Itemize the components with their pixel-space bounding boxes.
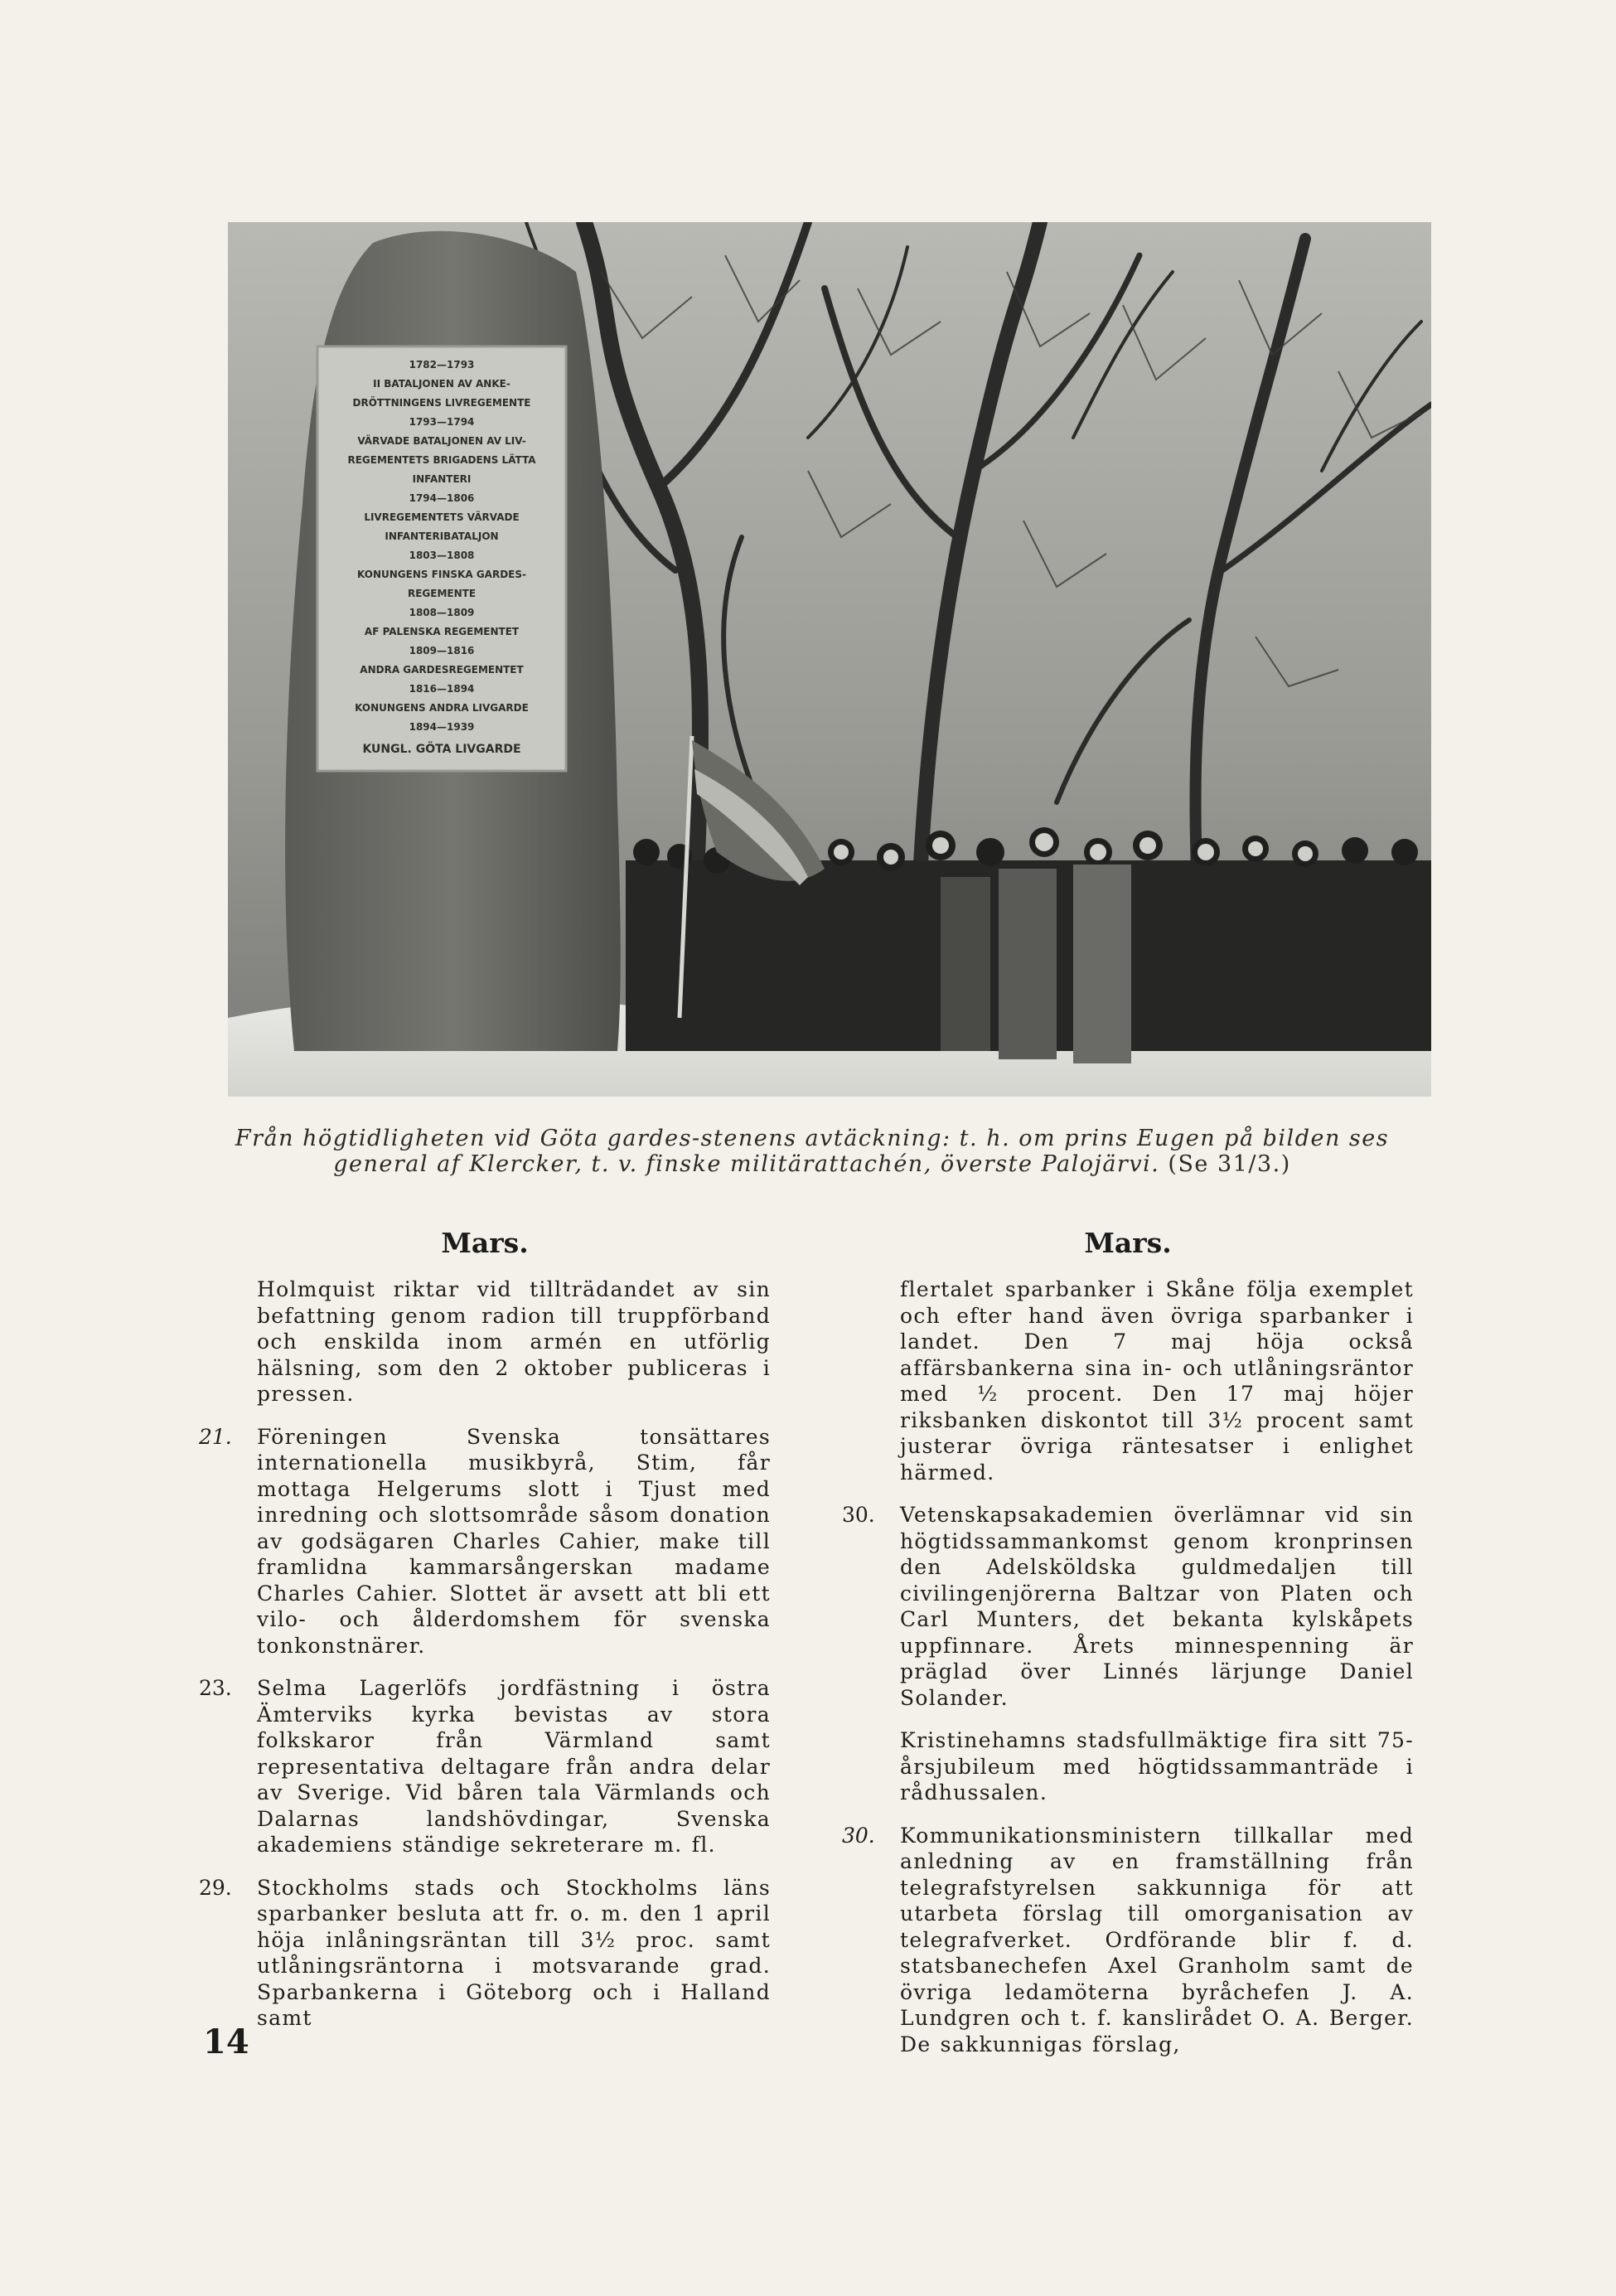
svg-text:DRÖTTNINGENS LIVREGEMENTE: DRÖTTNINGENS LIVREGEMENTE: [352, 397, 531, 409]
entry-day: 29.: [199, 1875, 232, 1900]
chronicle-entry: [842, 1502, 1414, 1711]
entry-day: 30.: [842, 1823, 875, 1848]
svg-text:VÄRVADE BATALJONEN AV LIV-: VÄRVADE BATALJONEN AV LIV-: [357, 435, 526, 447]
entry-text: Selma Lagerlöfs jordfästning i östra Ämterviks kyrka bevistas av stora folkskaror från Värmland samt representativa deltagare från andra delar av Sverige. Vid båren tala Värmlands och Dalarnas landshövdingar, Svenska akademiens ständige sekreterare m. fl.: [257, 1676, 771, 1857]
svg-text:1794—1806: 1794—1806: [409, 492, 475, 504]
svg-text:ANDRA GARDESREGEMENTET: ANDRA GARDESREGEMENTET: [360, 664, 524, 676]
entry-text: Föreningen Svenska tonsättares internationella musikbyrå, Stim, får mottaga Helgerums slott i Tjust med inredning och slottsområde såsom donation av godsägaren Charles Cahier, make till framlidna kammarsångerskan madame Charles Cahier. Slottet är avsett att bli ett vilo- och ålderdomshem för svenska tonkonstnärer.: [257, 1424, 771, 1658]
entry-text: Vetenskapsakademien överlämnar vid sin högtidssammankomst genom kronprinsen den Adelsköldska guldmedaljen till civilingenjörerna Baltzar von Platen och Carl Munters, det bekanta kylskåpets uppfinnare. Årets minnespenning är präglad över Linnés lärjunge Daniel Solander.: [900, 1503, 1414, 1710]
svg-text:1816—1894: 1816—1894: [409, 683, 475, 695]
svg-text:1793—1794: 1793—1794: [409, 416, 475, 428]
photo-caption: [199, 1126, 1425, 1177]
svg-text:REGEMENTETS BRIGADENS LÄTTA: REGEMENTETS BRIGADENS LÄTTA: [347, 454, 536, 466]
svg-text:KUNGL. GÖTA LIVGARDE: KUNGL. GÖTA LIVGARDE: [362, 743, 521, 756]
column-heading: Mars.: [441, 1227, 529, 1259]
entry-text: Holmquist riktar vid tillträdandet av sin befattning genom radion till truppförband och enskilda inom armén en utförlig hälsning, som den 2 oktober publiceras i pressen.: [257, 1277, 771, 1406]
page-number: 14: [203, 2022, 249, 2061]
right-column: [842, 1227, 1414, 2074]
entry-text: Kristinehamns stadsfullmäktige fira sitt 75-årsjubileum med högtidssammanträde i rådhussalen.: [900, 1728, 1414, 1804]
ceremony-photo: [228, 222, 1431, 1097]
chronicle-entry: [842, 1823, 1414, 2058]
chronicle-entry: [842, 1727, 1414, 1806]
left-column: [199, 1227, 771, 2048]
entry-day: 23.: [199, 1676, 232, 1700]
entry-day: 21.: [199, 1424, 232, 1449]
svg-text:II BATALJONEN AV ANKE-: II BATALJONEN AV ANKE-: [373, 378, 510, 390]
caption-text: Från högtidligheten vid Göta gardes-stenens avtäckning: t. h. om prins Eugen på bilden ses general af Klercker, t. v. finske militärattachén, överste Palojärvi.: [235, 1126, 1390, 1177]
svg-text:1894—1939: 1894—1939: [409, 721, 475, 733]
svg-text:INFANTERIBATALJON: INFANTERIBATALJON: [385, 530, 499, 542]
svg-text:REGEMENTE: REGEMENTE: [407, 588, 477, 599]
entry-text: Stockholms stads och Stockholms läns sparbanker besluta att fr. o. m. den 1 april höja inlåningsräntan till 3½ proc. samt utlåningsräntorna i motsvarande grad. Sparbankerna i Göteborg och i Halland samt: [257, 1875, 771, 2030]
svg-text:AF PALENSKA REGEMENTET: AF PALENSKA REGEMENTET: [364, 626, 520, 637]
chronicle-entry: [199, 1875, 771, 2032]
svg-text:1809—1816: 1809—1816: [409, 645, 475, 656]
svg-text:KONUNGENS ANDRA LIVGARDE: KONUNGENS ANDRA LIVGARDE: [355, 702, 529, 714]
svg-text:LIVREGEMENTETS VÄRVADE: LIVREGEMENTETS VÄRVADE: [364, 511, 520, 523]
column-heading: Mars.: [1084, 1227, 1172, 1259]
svg-text:KONUNGENS FINSKA GARDES-: KONUNGENS FINSKA GARDES-: [357, 569, 526, 580]
chronicle-entry: [199, 1276, 771, 1407]
svg-text:INFANTERI: INFANTERI: [412, 473, 472, 485]
svg-text:1803—1808: 1803—1808: [409, 550, 475, 561]
chronicle-entry: [199, 1675, 771, 1858]
entry-text: Kommunikationsministern tillkallar med anledning av en framställning från telegrafstyrelsen sakkunniga för att utarbeta förslag till omorganisation av telegrafverket. Ordförande blir f. d. statsbanechefen Axel Granholm samt de övriga ledamöterna byråchefen J. A. Lundgren och t. f. kanslirådet O. A. Berger. De sakkunnigas förslag,: [900, 1823, 1414, 2056]
entry-day: 30.: [842, 1503, 875, 1527]
chronicle-entry: [842, 1276, 1414, 1485]
caption-reference: (Se 31/3.): [1168, 1151, 1291, 1177]
svg-text:1808—1809: 1808—1809: [409, 607, 475, 618]
chronicle-entry: [199, 1424, 771, 1659]
svg-text:1782—1793: 1782—1793: [409, 359, 475, 371]
entry-text: flertalet sparbanker i Skåne följa exemplet och efter hand även övriga sparbanker i landet. Den 7 maj höja också affärsbankerna sina in- och utlåningsräntor med ½ procent. Den 17 maj höjer riksbanken diskontot till 3½ procent samt justerar övriga räntesatser i enlighet härmed.: [900, 1277, 1414, 1485]
